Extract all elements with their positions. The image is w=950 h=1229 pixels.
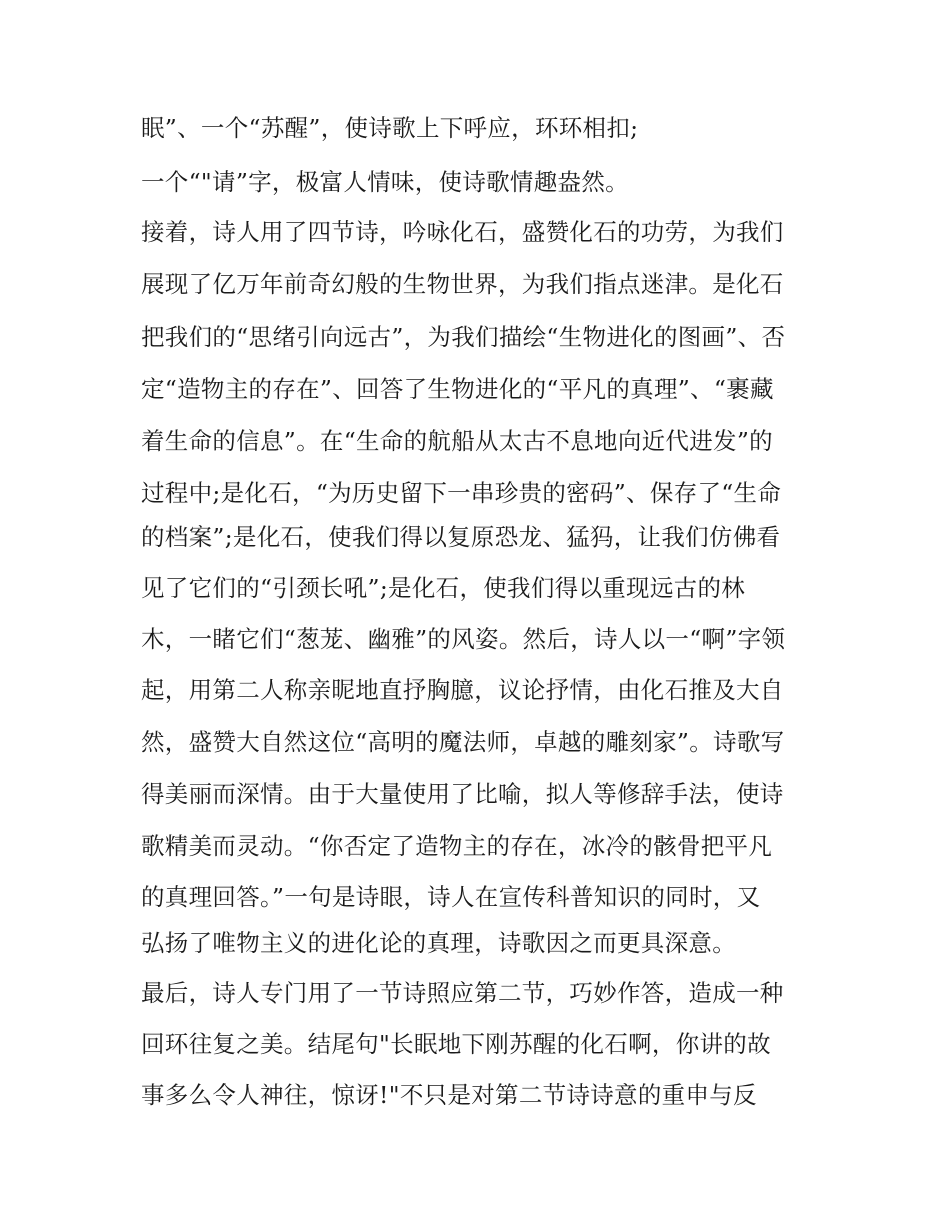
- text-line: 事多么令人神往，惊讶!"不只是对第二节诗诗意的重申与反: [141, 1081, 757, 1109]
- text-line: 见了它们的“引颈长吼”;是化石，使我们得以重现远古的林: [141, 574, 746, 602]
- text-line: 展现了亿万年前奇幻般的生物世界，为我们指点迷津。是化石: [141, 270, 784, 298]
- text-line: 回环往复之美。结尾句"长眠地下刚苏醒的化石啊，你讲的故: [141, 1030, 771, 1058]
- text-line: 的档案”;是化石，使我们得以复原恐龙、猛犸，让我们仿佛看: [141, 523, 781, 551]
- text-line: 定“造物主的存在”、回答了生物进化的“平凡的真理”、“裹藏: [141, 375, 774, 403]
- text-line: 着生命的信息”。在“生命的航船从太古不息地向近代进发”的: [141, 427, 773, 455]
- text-line: 然，盛赞大自然这位“高明的魔法师，卓越的雕刻家”。诗歌写: [141, 728, 785, 756]
- text-line: 得美丽而深情。由于大量使用了比喻，拟人等修辞手法，使诗: [141, 780, 784, 808]
- text-line: 弘扬了唯物主义的进化论的真理，诗歌因之而更具深意。: [141, 929, 736, 957]
- text-line: 木，一睹它们“葱茏、幽雅”的风姿。然后，诗人以一“啊”字领: [141, 625, 786, 653]
- text-line: 过程中;是化石，“为历史留下一串珍贵的密码”、保存了“生命: [141, 479, 782, 507]
- text-line: 歌精美而灵动。“你否定了造物主的存在，冰冷的骸骨把平凡: [141, 832, 773, 860]
- text-line: 一个“"请”字，极富人情味，使诗歌情趣盎然。: [141, 168, 629, 196]
- text-line: 眠”、一个“苏醒”，使诗歌上下呼应，环环相扣;: [141, 114, 639, 142]
- text-line: 最后，诗人专门用了一节诗照应第二节，巧妙作答，造成一种: [141, 979, 784, 1007]
- text-line: 把我们的“思绪引向远古”，为我们描绘“生物进化的图画”、否: [141, 323, 786, 351]
- text-line: 接着，诗人用了四节诗，吟咏化石，盛赞化石的功劳，为我们: [141, 218, 784, 246]
- text-line: 起，用第二人称亲昵地直抒胸臆，议论抒情，由化石推及大自: [141, 676, 784, 704]
- text-line: 的真理回答。”一句是诗眼，诗人在宣传科普知识的同时，又: [141, 883, 761, 911]
